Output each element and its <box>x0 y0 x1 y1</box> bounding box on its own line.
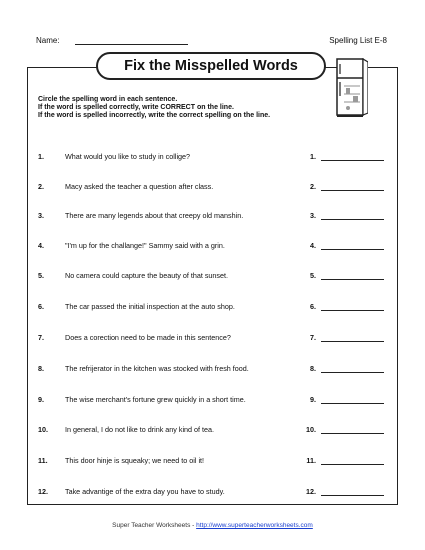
question-number: 7. <box>38 333 44 342</box>
question-row <box>38 395 386 409</box>
instructions <box>38 96 378 120</box>
answer-number: 7. <box>310 333 316 342</box>
answer-line[interactable] <box>321 249 384 250</box>
question-text: In general, I do not like to drink any kind of tea. <box>65 425 215 434</box>
question-row <box>38 271 386 285</box>
answer-number: 11. <box>306 456 316 465</box>
question-row <box>38 456 386 470</box>
worksheet-frame <box>27 67 398 505</box>
instruction-line: If the word is spelled incorrectly, write the correct spelling on the line. <box>38 112 271 119</box>
answer-number: 2. <box>310 182 316 191</box>
answer-line[interactable] <box>321 433 384 434</box>
question-row <box>38 211 386 225</box>
question-text: The car passed the initial inspection at the auto shop. <box>65 302 235 311</box>
answer-line[interactable] <box>321 495 384 496</box>
worksheet-title <box>96 52 326 80</box>
answer-number: 9. <box>310 395 316 404</box>
question-text: There are many legends about that creepy old manshin. <box>65 211 244 220</box>
answer-line[interactable] <box>321 279 384 280</box>
instruction-line: Circle the spelling word in each sentence. <box>38 96 178 103</box>
footer-separator: - <box>192 522 195 529</box>
answer-number: 10. <box>306 425 316 434</box>
question-text: The wise merchant's fortune grew quickly in a short time. <box>65 395 246 404</box>
title-text: Fix the Misspelled Words <box>124 58 298 74</box>
question-text: The refrijerator in the kitchen was stocked with fresh food. <box>65 364 249 373</box>
question-row <box>38 152 386 166</box>
footer-brand: Super Teacher Worksheets <box>112 522 191 529</box>
question-row <box>38 241 386 255</box>
name-line <box>75 44 188 45</box>
answer-number: 3. <box>310 211 316 220</box>
question-row <box>38 364 386 378</box>
question-number: 3. <box>38 211 44 220</box>
question-number: 5. <box>38 271 44 280</box>
answer-number: 1. <box>310 152 316 161</box>
question-row <box>38 487 386 501</box>
answer-line[interactable] <box>321 160 384 161</box>
question-number: 9. <box>38 395 44 404</box>
answer-number: 5. <box>310 271 316 280</box>
question-number: 8. <box>38 364 44 373</box>
answer-number: 12. <box>306 487 316 496</box>
question-row <box>38 333 386 347</box>
answer-line[interactable] <box>321 310 384 311</box>
answer-line[interactable] <box>321 403 384 404</box>
question-number: 11. <box>38 456 48 465</box>
question-number: 6. <box>38 302 44 311</box>
question-text: What would you like to study in collige? <box>65 152 191 161</box>
question-text: No camera could capture the beauty of that sunset. <box>65 271 229 280</box>
answer-number: 6. <box>310 302 316 311</box>
question-text: This door hinje is squeaky; we need to oil it! <box>65 456 205 465</box>
question-text: Does a corection need to be made in this sentence? <box>65 333 231 342</box>
question-text: Take advantige of the extra day you have to study. <box>65 487 225 496</box>
answer-line[interactable] <box>321 464 384 465</box>
answer-line[interactable] <box>321 219 384 220</box>
answer-number: 4. <box>310 241 316 250</box>
question-number: 12. <box>38 487 48 496</box>
question-number: 10. <box>38 425 48 434</box>
question-number: 1. <box>38 152 44 161</box>
question-number: 2. <box>38 182 44 191</box>
spelling-list-label: Spelling List E-8 <box>329 36 387 45</box>
question-number: 4. <box>38 241 44 250</box>
footer <box>0 522 425 529</box>
question-text: Macy asked the teacher a question after class. <box>65 182 214 191</box>
question-row <box>38 302 386 316</box>
answer-number: 8. <box>310 364 316 373</box>
name-label: Name: <box>36 36 60 45</box>
question-row <box>38 182 386 196</box>
answer-line[interactable] <box>321 341 384 342</box>
answer-line[interactable] <box>321 372 384 373</box>
answer-line[interactable] <box>321 190 384 191</box>
footer-link[interactable]: http://www.superteacherworksheets.com <box>196 522 313 529</box>
question-text: "I'm up for the challange!" Sammy said with a grin. <box>65 241 225 250</box>
instruction-line: If the word is spelled correctly, write CORRECT on the line. <box>38 104 234 111</box>
question-row <box>38 425 386 439</box>
